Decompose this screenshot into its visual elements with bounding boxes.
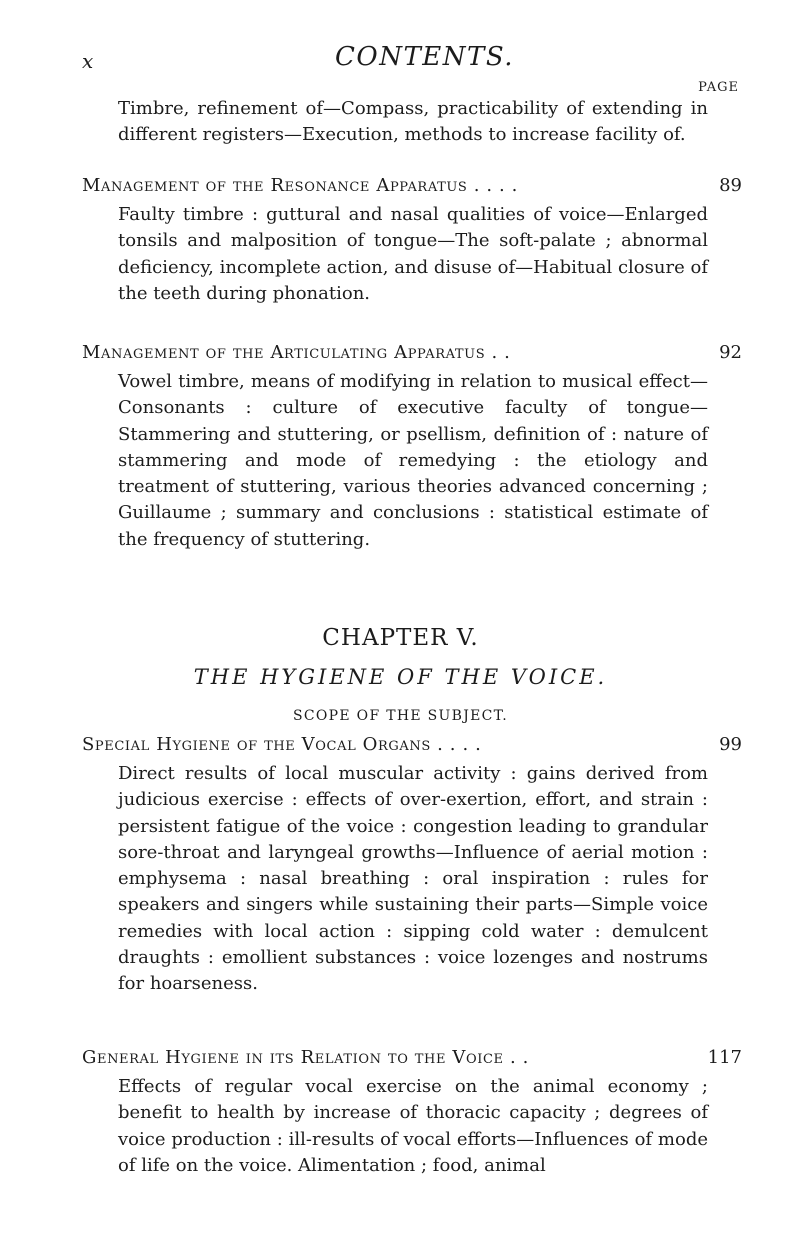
entry-page-number: 99: [719, 734, 742, 755]
page-column-label: PAGE: [698, 80, 739, 95]
entry-title: General Hygiene in its Relation to the Voice . .: [82, 1047, 529, 1068]
continuation-text: Timbre, refinement of—Compass, practicability of extending in different registers—Execution, methods to increase facility of.: [118, 98, 708, 146]
entry-description: Vowel timbre, means of modifying in relation to musical effect—Consonants : culture of executive faculty of tongue—Stammering and stuttering, or psellism, definition of : nature of stammering and mode of remedying : the etiology and treatment of stuttering, various theories advanced concerning ; Guillaume ; summary and conclusions : statistical estimate of the frequency of stuttering.: [118, 371, 708, 550]
entry-description: Direct results of local muscular activity : gains derived from judicious exercise : effects of over-exertion, effort, and strain : persistent fatigue of the voice : congestion leading to grandular sore-throat and laryngeal growths—Influence of aerial motion : emphysema : nasal breathing : oral inspiration : rules for speakers and singers while sustaining their parts—Simple voice remedies with local action : sipping cold water : demulcent draughts : emollient substances : voice lozenges and nostrums for hoarseness.: [118, 763, 708, 995]
toc-entry-articulating: [82, 342, 742, 363]
toc-entry-resonance: [82, 175, 742, 196]
entry-title: Management of the Resonance Apparatus . . . .: [82, 175, 519, 196]
entry-description: Faulty timbre : guttural and nasal qualities of voice—Enlarged tonsils and malposition of tongue—The soft-palate ; abnormal deficiency, incomplete action, and disuse of—Habitual closure of the teeth during phonation.: [118, 204, 708, 304]
entry-page-number: 89: [719, 175, 742, 196]
chapter-heading: CHAPTER V.: [322, 625, 479, 651]
toc-entry-general-hygiene: [82, 1047, 742, 1068]
running-title: CONTENTS.: [335, 42, 515, 72]
scope-subheading: SCOPE OF THE SUBJECT.: [293, 708, 508, 724]
entry-description: Effects of regular vocal exercise on the animal economy ; benefit to health by increase of thoracic capacity ; degrees of voice production : ill-results of vocal efforts—Influences of mode of life on the voice. Alimentation ; food, animal: [118, 1076, 708, 1176]
entry-title: Special Hygiene of the Vocal Organs . . . .: [82, 734, 482, 755]
chapter-title: THE HYGIENE OF THE VOICE.: [193, 665, 608, 689]
toc-entry-special-hygiene: [82, 734, 742, 755]
entry-page-number: 117: [707, 1047, 742, 1068]
page-folio: x: [82, 49, 94, 73]
entry-title: Management of the Articulating Apparatus . .: [82, 342, 511, 363]
entry-page-number: 92: [719, 342, 742, 363]
